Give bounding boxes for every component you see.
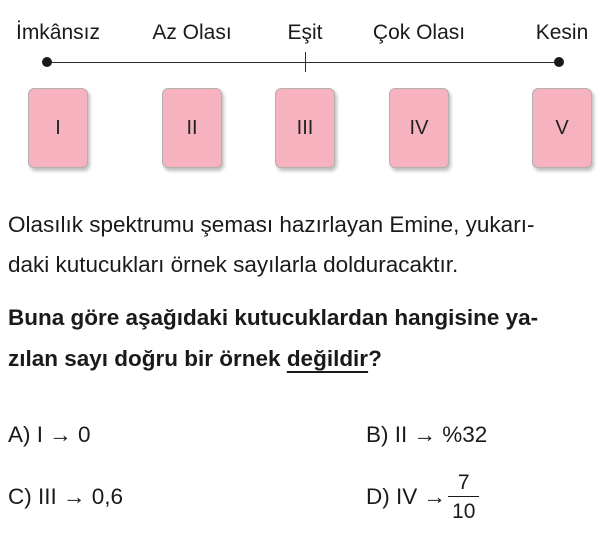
option-d[interactable] (366, 472, 479, 522)
spectrum-end-dot (554, 57, 564, 67)
spectrum-start-dot (42, 57, 52, 67)
question-line2: zılan sayı doğru bir örnek (8, 346, 287, 371)
option-c[interactable]: C) III → 0,6 (8, 484, 124, 509)
spectrum-label-equal: Eşit (287, 21, 323, 44)
problem-statement-line2: daki kutucukları örnek sayılarla dolduracaktır. (8, 252, 459, 277)
option-b[interactable]: B) II → %32 (366, 422, 488, 447)
problem-statement (8, 205, 608, 285)
option-d-numerator: 7 (448, 472, 479, 497)
option-d-denominator: 10 (452, 500, 476, 523)
box-iii: III (275, 88, 335, 168)
option-a[interactable]: A) I → 0 (8, 422, 91, 447)
box-i: I (28, 88, 88, 168)
box-ii: II (162, 88, 222, 168)
spectrum-label-unlikely: Az Olası (152, 21, 232, 44)
option-d-fraction (448, 472, 479, 522)
option-d-prefix: D) IV → (366, 483, 447, 509)
spectrum-label-certain: Kesin (535, 21, 589, 44)
question-line1: Buna göre aşağıdaki kutucuklardan hangisine ya- (8, 305, 539, 330)
box-v: V (532, 88, 592, 168)
question (8, 297, 608, 379)
box-iv: IV (389, 88, 449, 168)
question-underlined-word: değildir (286, 346, 369, 371)
question-mark: ? (368, 346, 382, 371)
spectrum-label-impossible: İmkânsız (15, 21, 101, 44)
spectrum-center-tick (305, 52, 306, 72)
spectrum-label-likely: Çok Olası (372, 21, 466, 44)
problem-statement-line1: Olasılık spektrumu şeması hazırlayan Emine, yukarı- (8, 212, 535, 237)
spectrum-line (47, 62, 559, 63)
